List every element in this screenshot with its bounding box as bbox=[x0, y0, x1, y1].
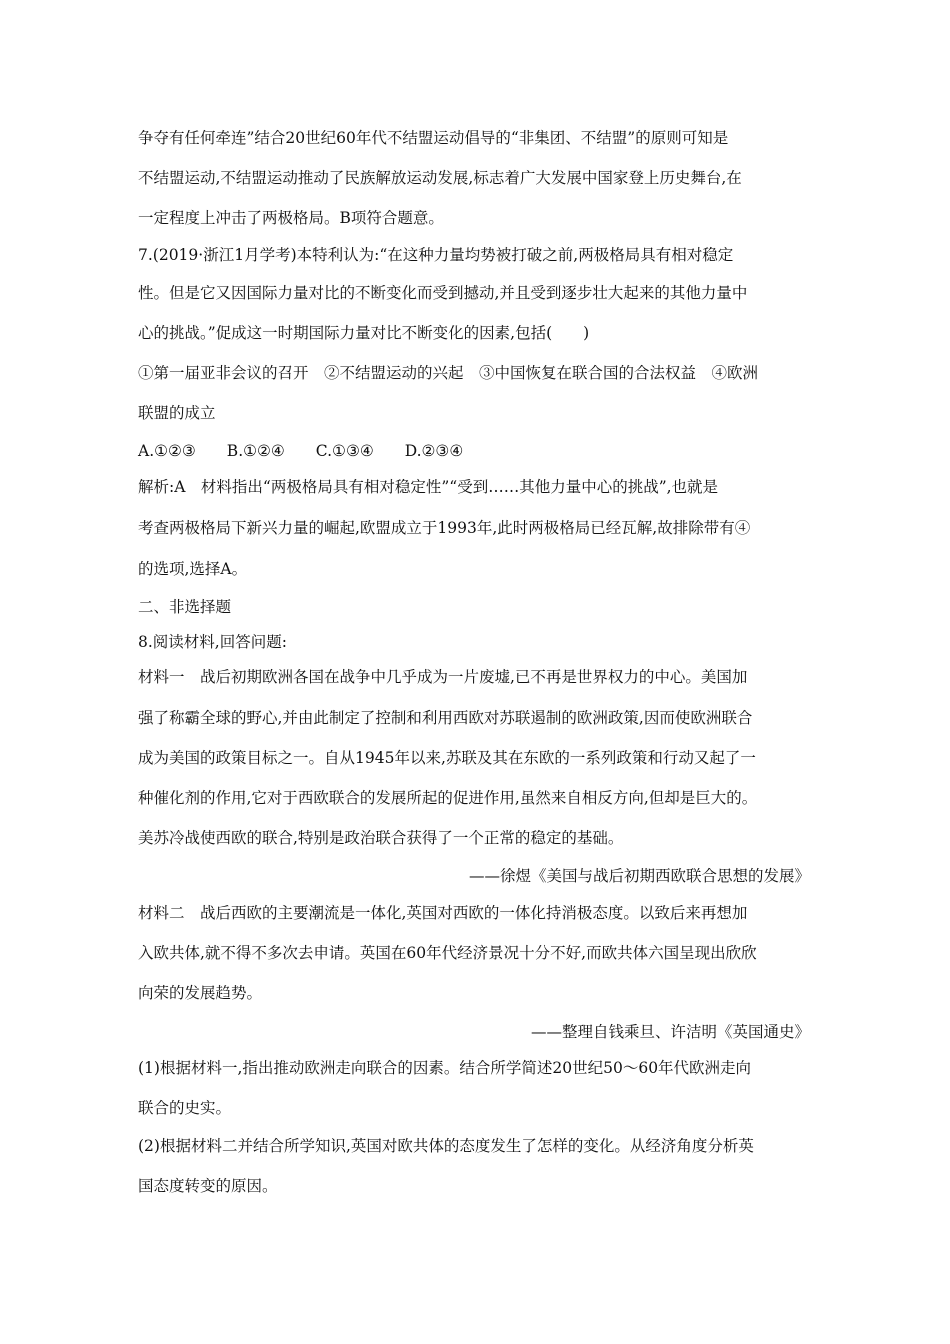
text-line: 向荣的发展趋势。 bbox=[138, 984, 263, 1002]
text-line: 联盟的成立 bbox=[138, 404, 216, 422]
text-line: 8.阅读材料,回答问题: bbox=[138, 633, 287, 651]
text-line: 7.(2019·浙江1月学考)本特利认为:“在这种力量均势被打破之前,两极格局具有相对稳定 bbox=[138, 246, 734, 264]
text-line: (2)根据材料二并结合所学知识,英国对欧共体的态度发生了怎样的变化。从经济角度分析英 bbox=[138, 1137, 754, 1155]
text-line: 美苏冷战使西欧的联合,特别是政治联合获得了一个正常的稳定的基础。 bbox=[138, 829, 624, 847]
text-line: 不结盟运动,不结盟运动推动了民族解放运动发展,标志着广大发展中国家登上历史舞台,在 bbox=[138, 169, 742, 187]
text-line: 心的挑战。”促成这一时期国际力量对比不断变化的因素,包括( ) bbox=[138, 324, 590, 342]
text-line: 材料一 战后初期欧洲各国在战争中几乎成为一片废墟,已不再是世界权力的中心。美国加 bbox=[138, 668, 748, 686]
text-line: 入欧共体,就不得不多次去申请。英国在60年代经济景况十分不好,而欧共体六国呈现出欣欣 bbox=[138, 944, 757, 962]
text-line: 性。但是它又因国际力量对比的不断变化而受到撼动,并且受到逐步壮大起来的其他力量中 bbox=[138, 284, 748, 302]
text-line: (1)根据材料一,指出推动欧洲走向联合的因素。结合所学简述20世纪50～60年代欧洲走向 bbox=[138, 1059, 752, 1077]
text-line: ①第一届亚非会议的召开 ②不结盟运动的兴起 ③中国恢复在联合国的合法权益 ④欧洲 bbox=[138, 364, 759, 382]
citation-line: ——徐煜《美国与战后初期西欧联合思想的发展》 bbox=[468, 867, 810, 885]
text-line: 解析:A 材料指出“两极格局具有相对稳定性”“受到……其他力量中心的挑战”,也就是 bbox=[138, 478, 719, 496]
text-line: 联合的史实。 bbox=[138, 1099, 232, 1117]
text-line: 一定程度上冲击了两极格局。B项符合题意。 bbox=[138, 209, 444, 227]
text-line: 二、非选择题 bbox=[138, 598, 232, 616]
text-line: 国态度转变的原因。 bbox=[138, 1177, 278, 1195]
text-line: 强了称霸全球的野心,并由此制定了控制和利用西欧对苏联遏制的欧洲政策,因而使欧洲联合 bbox=[138, 709, 753, 727]
text-line: 争夺有任何牵连”结合20世纪60年代不结盟运动倡导的“非集团、不结盟”的原则可知是 bbox=[138, 129, 729, 147]
text-line: 的选项,选择A。 bbox=[138, 560, 248, 578]
text-line: 材料二 战后西欧的主要潮流是一体化,英国对西欧的一体化持消极态度。以致后来再想加 bbox=[138, 904, 748, 922]
text-line: A.①②③ B.①②④ C.①③④ D.②③④ bbox=[138, 442, 464, 460]
text-line: 种催化剂的作用,它对于西欧联合的发展所起的促进作用,虽然来自相反方向,但却是巨大的。 bbox=[138, 789, 758, 807]
text-line: 成为美国的政策目标之一。自从1945年以来,苏联及其在东欧的一系列政策和行动又起了一 bbox=[138, 749, 756, 767]
text-line: 考查两极格局下新兴力量的崛起,欧盟成立于1993年,此时两极格局已经瓦解,故排除带有④ bbox=[138, 519, 751, 537]
citation-line: ——整理自钱乘旦、许洁明《英国通史》 bbox=[530, 1023, 810, 1041]
